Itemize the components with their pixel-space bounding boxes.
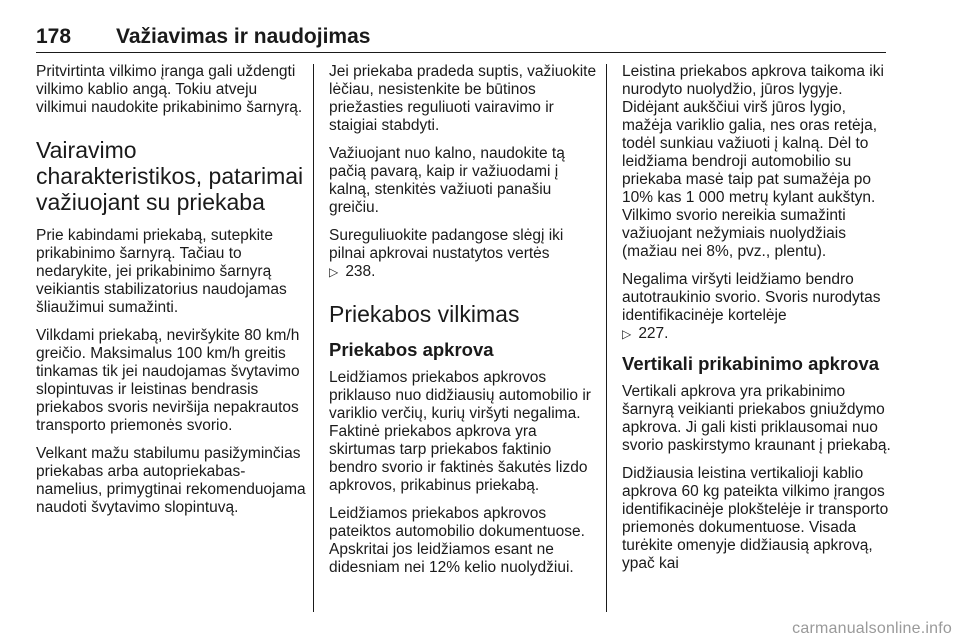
column-2	[329, 63, 599, 577]
page-header	[36, 22, 886, 52]
paragraph-tyre-pressure	[329, 227, 599, 281]
paragraph-speed: Vilkdami priekabą, neviršykite 80 km/h greičio. Maksimalus 100 km/h greitis tinkamas tik jei naudojamas švytavimo slopintuvas ir leistinas bendrasis priekabos svoris neviršija nepakrautos transporto priemonės svorio.	[36, 327, 300, 434]
heading-driving-characteristics: Vairavimo charakteristikos, patarimai važiuojant su priekaba	[36, 137, 304, 215]
paragraph-downhill: Važiuojant nuo kalno, naudokite tą pačią pavarą, kaip ir važiuodami į kalną, stenkitės važiuoti panašiu greičiu.	[329, 145, 565, 216]
page-reference-227[interactable]: ▷ 227.	[622, 325, 669, 342]
tyre-pressure-text: Sureguliuokite padangose slėgį iki pilnai apkrovai nustatytos vertės	[329, 227, 564, 262]
page-reference-arrow-icon: ▷	[329, 265, 339, 279]
paragraph-loads: Leidžiamos priekabos apkrovos priklauso nuo didžiausių automobilio ir variklio verčių, kurių viršyti negalima. Faktinė priekabos apkrova yra skirtumas tarp priekabos faktinio bendro svorio ir faktinės šakutės lizdo apkrovos, prikabinus priekabą.	[329, 369, 591, 494]
paragraph-sway: Jei priekaba pradeda suptis, važiuokite lėčiau, nesistenkite be būtinos priežasties reguliuoti vairavimo ir staigiai stabdyti.	[329, 63, 597, 134]
page-reference-238[interactable]: ▷ 238.	[329, 263, 376, 280]
gross-weight-text: Negalima viršyti leidžiamo bendro autotraukinio svorio. Svoris nurodytas identifikacinėje kortelėje	[622, 271, 881, 324]
paragraph-altitude: Leistina priekabos apkrova taikoma iki nurodyto nuolydžio, jūros lygyje. Didėjant aukščiui virš jūros lygio, mažėja variklio galia, nes oras retėja, todėl sunkiau važiuoti į kalną. Dėl to leidžiama bendroji automobilio su priekaba masė taip pat sumažėja po 10% kas 1 000 metrų kylant aukštyn. Vilkimo svorio nereikia sumažinti važiuojant nežymiais nuolydžiais (mažiau nei 8%, pvz., plentu).	[622, 63, 884, 260]
heading-trailer-loads: Priekabos apkrova	[329, 339, 494, 360]
paragraph-vertical-load: Vertikali apkrova yra prikabinimo šarnyrą veikianti priekabos gniuždymo apkrova. Ji gali kisti priklausomai nuo svorio paskirstymo kraunant į priekabą.	[622, 383, 891, 454]
paragraph-low-stability: Velkant mažu stabilumu pasižyminčias priekabas arba autopriekabas-namelius, primygtinai rekomenduojama naudoti švytavimo slopintuvą.	[36, 445, 306, 516]
paragraph-documents: Leidžiamos priekabos apkrovos pateiktos automobilio dokumentuose. Apskritai jos leidžiamos esant ne didesniam nei 12% kelio nuolydžiui.	[329, 505, 585, 576]
chapter-title: Važiavimas ir naudojimas	[116, 25, 371, 48]
column-divider-2	[606, 64, 607, 612]
page-reference-arrow-icon: ▷	[622, 327, 632, 341]
page-number: 178	[36, 25, 72, 48]
paragraph-intro: Pritvirtinta vilkimo įranga gali uždengti vilkimo kablio angą. Tokiu atveju vilkimui naudokite prikabinimo šarnyrą.	[36, 63, 303, 116]
paragraph-gross-weight	[622, 271, 892, 343]
column-1	[36, 63, 306, 517]
column-divider-1	[313, 64, 314, 612]
column-3	[622, 63, 892, 573]
paragraph-max-vertical-load: Didžiausia leistina vertikalioji kablio apkrova 60 kg pateikta vilkimo įrangos identifikacinėje plokštelėje ir transporto priemonės dokumentuose. Visada turėkite omenyje didžiausią apkrovą, ypač kai	[622, 465, 889, 572]
watermark: carmanualsonline.info	[792, 620, 952, 637]
heading-vertical-coupling-load: Vertikali prikabinimo apkrova	[622, 353, 880, 374]
paragraph-stabilizer: Prie kabindami priekabą, sutepkite prikabinimo šarnyrą. Tačiau to nedarykite, jei prikabinimo šarnyrą veikiantis stabilizatorius naudojamas šliaužimui sumažinti.	[36, 227, 287, 316]
header-rule	[36, 52, 886, 53]
heading-trailer-towing: Priekabos vilkimas	[329, 301, 520, 327]
